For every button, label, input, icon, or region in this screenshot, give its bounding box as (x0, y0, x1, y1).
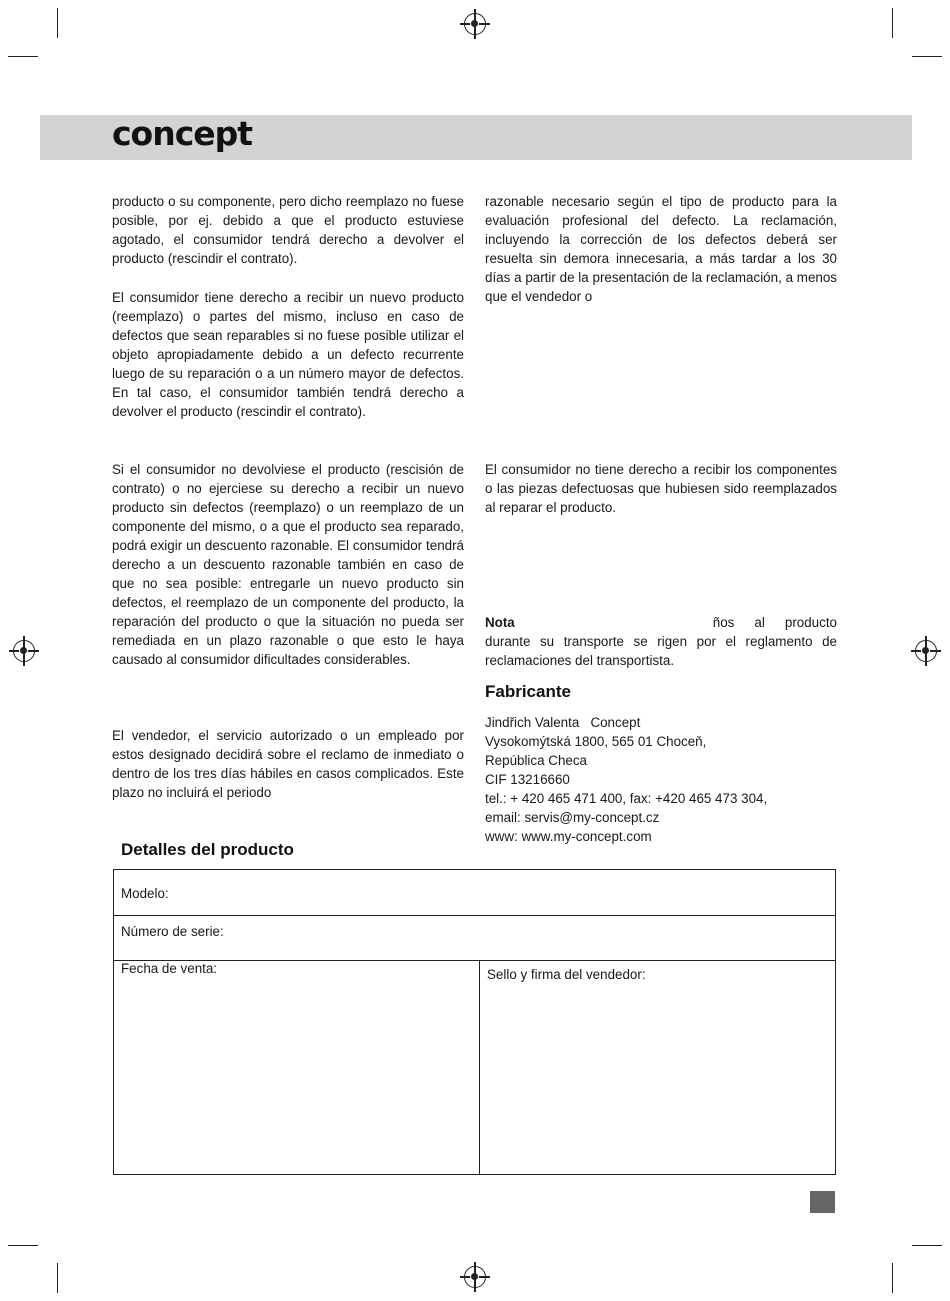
note-paragraph (485, 613, 837, 670)
address-line: email: servis@my-concept.cz (485, 810, 660, 825)
body-paragraph: El vendedor, el servicio autorizado o un empleado por estos designado decidirá sobre el reclamo de inmediato o dentro de los tres días hábiles en casos complicados. Este plazo no incluirá el periodo (112, 728, 464, 800)
table-row-divider (114, 960, 835, 961)
body-paragraph: razonable necesario según el tipo de producto para la evaluación profesional del defecto. La reclamación, incluyendo la corrección de los defectos deberá ser resuelta sin demora innecesaria, a más tardar a los 30 días a partir de la presentación de la reclamación, a menos que el vendedor o (485, 194, 837, 304)
registration-mark-icon (915, 640, 937, 662)
model-field-label: Modelo: (121, 886, 169, 901)
manufacturer-address (485, 713, 837, 846)
address-line: República Checa (485, 753, 587, 768)
crop-mark (912, 56, 942, 57)
page-number-block (810, 1191, 835, 1213)
table-row-divider (114, 915, 835, 916)
body-paragraph: El consumidor tiene derecho a recibir un nuevo producto (reemplazo) o partes del mismo, incluso en caso de defectos que sean reparables si no fuese posible utilizar el objeto apropiadamente debido a un defecto recurrente luego de su reparación o a un número mayor de defectos. En tal caso, el consumidor también tendrá derecho a devolver el producto (rescindir el contrato). (112, 290, 464, 419)
crop-mark (8, 56, 38, 57)
brand-logo: concept (112, 114, 253, 153)
serial-field-label: Número de serie: (121, 924, 224, 939)
seller-stamp-field-label: Sello y firma del vendedor: (487, 967, 646, 982)
address-line: tel.: + 420 465 471 400, fax: +420 465 473 304, (485, 791, 768, 806)
manufacturer-heading: Fabricante (485, 682, 571, 701)
crop-mark (892, 8, 893, 38)
address-line: Jindřich Valenta Concept (485, 715, 641, 730)
address-line: Vysokomýtská 1800, 565 01 Choceň, (485, 734, 707, 749)
sale-date-field-label: Fecha de venta: (121, 961, 218, 976)
table-column-divider (479, 960, 480, 1174)
note-text: ños al producto durante su transporte se rigen por el reglamento de reclamaciones del transportista. (485, 615, 837, 668)
registration-mark-icon (13, 640, 35, 662)
note-label: Nota (485, 615, 515, 630)
body-paragraph: producto o su componente, pero dicho reemplazo no fuese posible, por ej. debido a que el producto estuviese agotado, el consumidor tendrá derecho a devolver el producto (rescindir el contrato). (112, 194, 464, 266)
body-paragraph: El consumidor no tiene derecho a recibir los componentes o las piezas defectuosas que hubiesen sido reemplazados al reparar el producto. (485, 462, 837, 515)
crop-mark (892, 1263, 893, 1293)
registration-mark-icon (464, 13, 486, 35)
product-details-table (113, 869, 836, 1175)
crop-mark (8, 1245, 38, 1246)
product-details-heading: Detalles del producto (121, 840, 294, 859)
address-line: CIF 13216660 (485, 772, 570, 787)
crop-mark (57, 1263, 58, 1293)
registration-mark-icon (464, 1266, 486, 1288)
address-line: www: www.my-concept.com (485, 829, 652, 844)
crop-mark (912, 1245, 942, 1246)
crop-mark (57, 8, 58, 38)
body-paragraph: Si el consumidor no devolviese el producto (rescisión de contrato) o no ejerciese su derecho a recibir un nuevo producto sin defectos (reemplazo) o un reemplazo de un componente del mismo, o a que el producto sea reparado, podrá exigir un descuento razonable. El consumidor tendrá derecho a un descuento razonable también en caso de que no sea posible: entregarle un nuevo producto sin defectos, el reemplazo de un componente del producto, la reparación del producto o que la situación no pueda ser remediada en un plazo razonable o que esto le haya causado al consumidor dificultades considerables. (112, 462, 464, 667)
